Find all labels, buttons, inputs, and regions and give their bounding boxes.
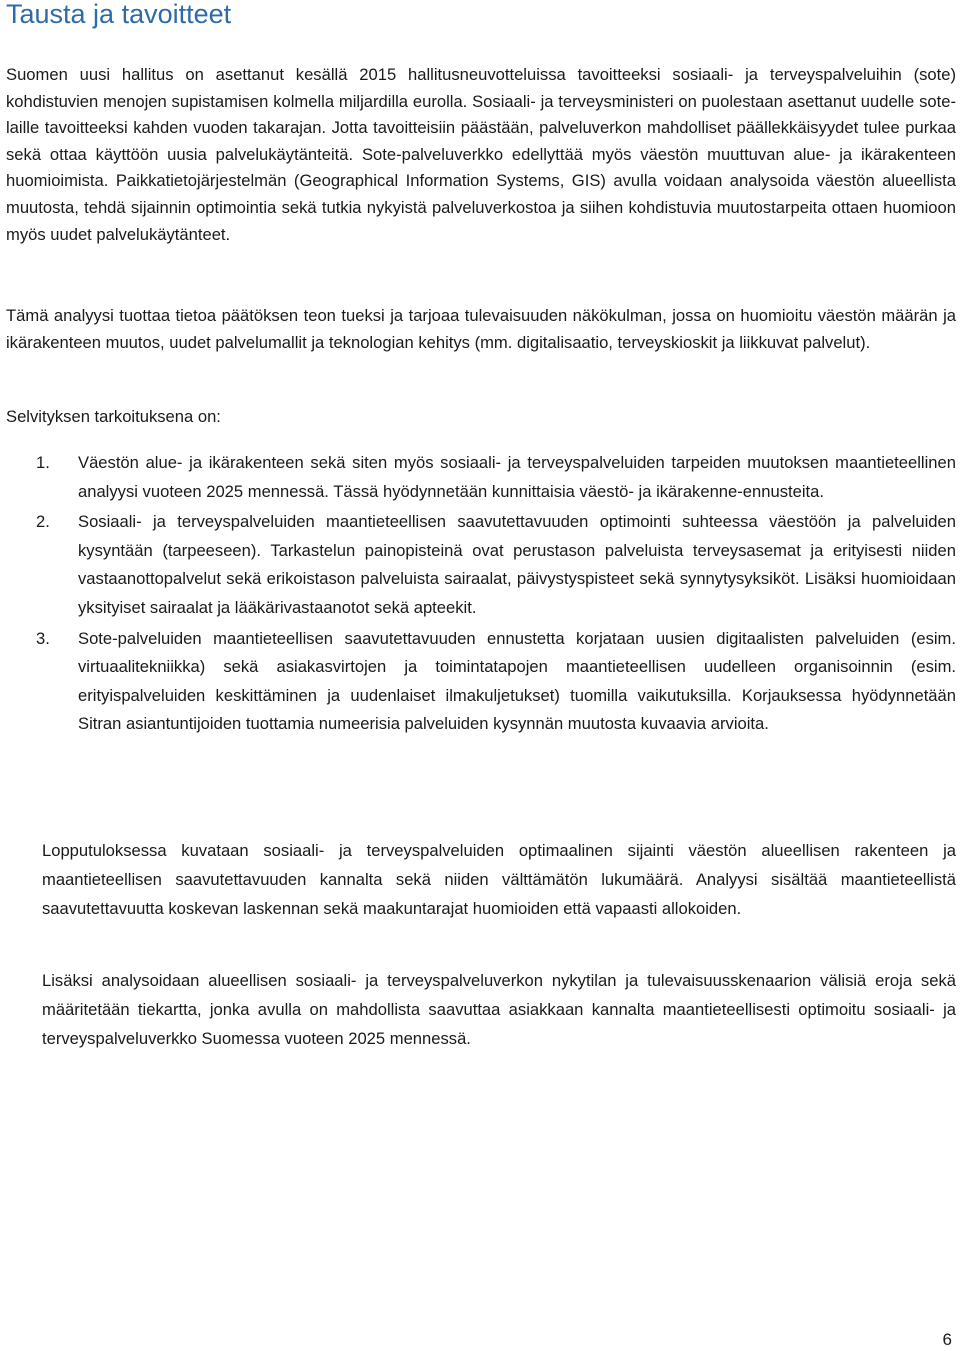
list-item-number: 3. [36,628,50,648]
list-item [6,508,956,622]
list-item-number: 2. [36,512,50,532]
paragraph-roadmap: Lisäksi analysoidaan alueellisen sosiaali- ja terveyspalveluverkon nykytilan ja tulevaisuusskenaarion välisiä eroja sekä määritetään tiekartta, jonka avulla on mahdollista saavuttaa asiakkaan kannalta maantieteellisesti optimoitu sosiaali- ja terveyspalveluverkko Suomessa vuoteen 2025 mennessä. [42,971,956,1048]
paragraph-purpose-intro: Selvityksen tarkoituksena on: [6,407,221,426]
purpose-list [6,449,956,741]
list-item-text: Sote-palveluiden maantieteellisen saavutettavuuden ennustetta korjataan uusien digitaalisten palveluiden (esim. virtuaalitekniikka) sekä asiakasvirtojen ja toimintatapojen maantieteellisen uudelleen organisoinnin (esim. erityispalveluiden keskittäminen ja uudenlaiset ilmakuljetukset) tuomilla vaikutuksilla. Korjauksessa hyödynnetään Sitran asiantuntijoiden tuottamia numeerisia palveluiden kysynnän muutosta kuvaavia arvioita. [78,628,956,734]
page-number: 6 [942,1330,952,1349]
paragraph-background: Suomen uusi hallitus on asettanut kesällä 2015 hallitusneuvotteluissa tavoitteeksi sosiaali- ja terveyspalveluihin (sote) kohdistuvien menojen supistamisen kolmella miljardilla eurolla. Sosiaali- ja terveysministeri on puolestaan asettanut uudelle sote-laille tavoitteeksi kahden vuoden takarajan. Jotta tavoitteisiin päästään, palveluverkon mahdolliset päällekkäisyydet tulee purkaa sekä ottaa käyttöön uusia palvelukäytänteitä. Sote-palveluverkko edellyttää myös väestön muuttuvan alue- ja ikärakenteen huomioimista. Paikkatietojärjestelmän (Geographical Information Systems, GIS) avulla voidaan analysoida väestön alueellista muutosta, tehdä sijainnin optimointia sekä tutkia nykyistä palveluverkostoa ja siihen kohdistuvia muutostarpeita ottaen huomioon myös uudet palvelukäytänteet. [6,65,956,244]
list-item-text: Väestön alue- ja ikärakenteen sekä siten myös sosiaali- ja terveyspalveluiden tarpeiden muutoksen maantieteellinen analyysi vuoteen 2025 mennessä. Tässä hyödynnetään kunnittaisia väestö- ja ikärakenne-ennusteita. [78,453,956,501]
section-heading: Tausta ja tavoitteet [6,0,232,29]
list-item-text: Sosiaali- ja terveyspalveluiden maantieteellisen saavutettavuuden optimointi suhteessa väestöön ja palveluiden kysyntään (tarpeeseen). Tarkastelun painopisteinä ovat perustason palveluista terveysasemat ja erityisesti niiden vastaanottopalvelut sekä erikoistason palveluista sairaalat, päivystyspisteet sekä synnytysyksiköt. Lisäksi huomioidaan yksityiset sairaalat ja lääkärivastaanotot sekä apteekit. [78,512,956,617]
list-item-number: 1. [36,453,50,472]
list-item [6,625,956,739]
list-item [6,449,956,506]
paragraph-result: Lopputuloksessa kuvataan sosiaali- ja terveyspalveluiden optimaalinen sijainti väestön alueellisen rakenteen ja maantieteellisen saavutettavuuden kannalta sekä niiden välttämätön lukumäärä. Analyysi sisältää maantieteellistä saavutettavuutta koskevan laskennan sekä maakuntarajat huomioiden että vapaasti allokoiden. [42,841,956,918]
paragraph-analysis: Tämä analyysi tuottaa tietoa päätöksen teon tueksi ja tarjoaa tulevaisuuden näkökulman, jossa on huomioitu väestön määrän ja ikärakenteen muutos, uudet palvelumallit ja teknologian kehitys (mm. digitalisaatio, terveyskioskit ja liikkuvat palvelut). [6,306,956,352]
